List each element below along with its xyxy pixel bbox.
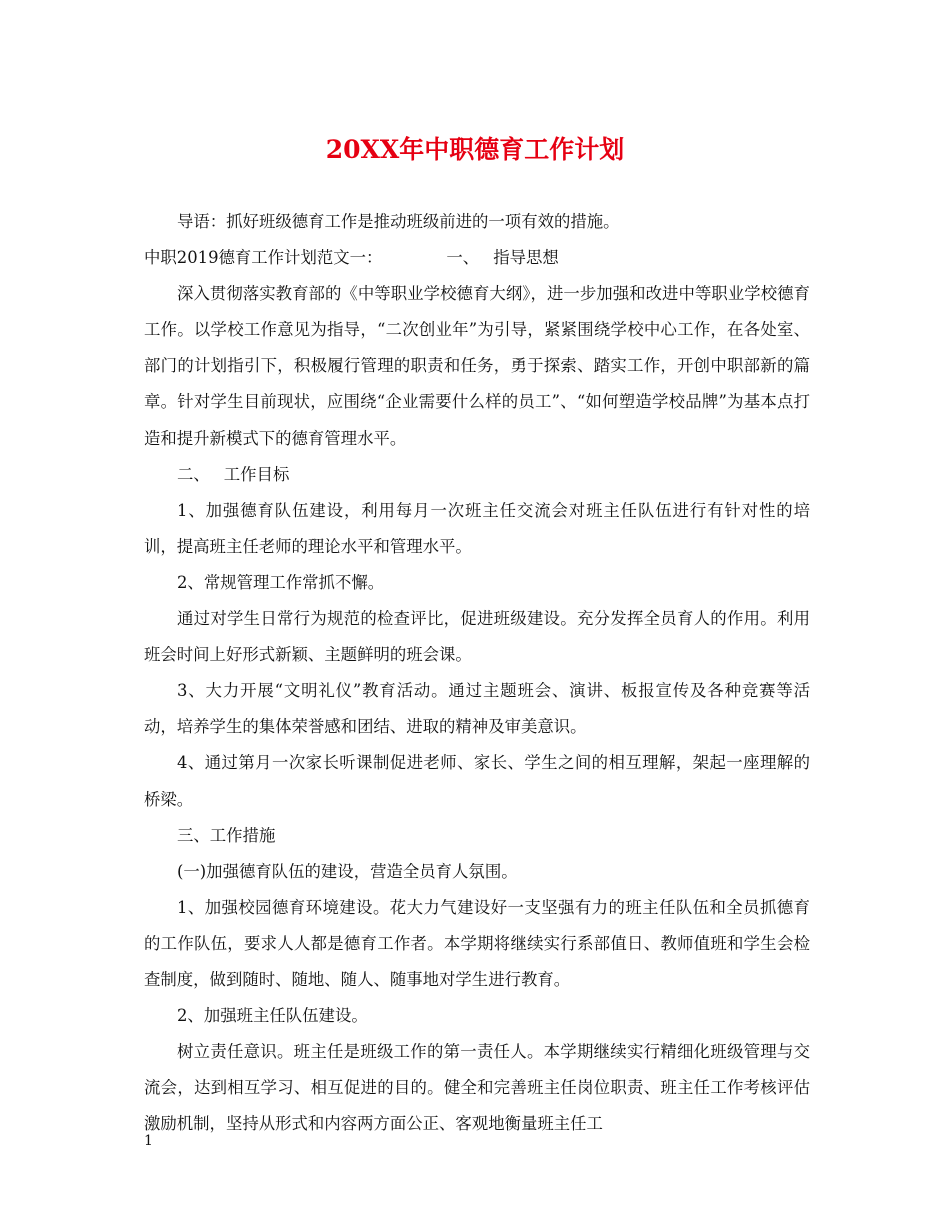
document-title: 20XX年中职德育工作计划 xyxy=(325,135,625,164)
document-body xyxy=(144,204,810,1142)
sample-label: 中职2019德育工作计划范文一： xyxy=(144,248,383,268)
section-1-number: 一、 xyxy=(446,248,480,268)
goal-2-detail-paragraph: 通过对学生日常行为规范的检查评比，促进班级建设。充分发挥全员育人的作用。利用班会时间上好形式新颖、主题鲜明的班会课。 xyxy=(144,609,810,665)
measure-2-detail-paragraph: 树立责任意识。班主任是班级工作的第一责任人。本学期继续实行精细化班级管理与交流会，达到相互学习、相互促进的目的。健全和完善班主任岗位职责、班主任工作考核评估激励机制，坚持从形式和内容两方面公正、客观地衡量班主任工 xyxy=(144,1042,810,1134)
lead-paragraph: 导语：抓好班级德育工作是推动班级前进的一项有效的措施。 xyxy=(177,212,620,231)
section-2-number: 二、 xyxy=(177,464,210,484)
guiding-thought-paragraph: 深入贯彻落实教育部的《中等职业学校德育大纲》，进一步加强和改进中等职业学校德育工作。以学校工作意见为指导，“二次创业年”为引导，紧紧围绕学校中心工作，在各处室、部门的计划指引下，积极履行管理的职责和任务，勇于探索、踏实工作，开创中职部新的篇章。针对学生目前现状，应围绕“企业需要什么样的员工”、“如何塑造学校品牌”为基本点打造和提升新模式下的德育管理水平。 xyxy=(144,284,810,448)
section-3-heading: 三、工作措施 xyxy=(177,825,276,845)
measure-1-paragraph: 1、加强校园德育环境建设。花大力气建设好一支坚强有力的班主任队伍和全员抓德育的工作队伍，要求人人都是德育工作者。本学期将继续实行系部值日、教师值班和学生会检查制度，做到随时、随地、随人、随事地对学生进行教育。 xyxy=(144,897,810,989)
goal-2-paragraph: 2、常规管理工作常抓不懈。 xyxy=(177,572,385,592)
goal-4-paragraph: 4、通过第月一次家长听课制促进老师、家长、学生之间的相互理解，架起一座理解的桥梁。 xyxy=(144,753,810,809)
sample-heading-line xyxy=(144,240,810,276)
section-2-title: 工作目标 xyxy=(223,464,290,484)
section-2-heading xyxy=(144,457,810,493)
measure-2-paragraph: 2、加强班主任队伍建设。 xyxy=(177,1006,368,1026)
measure-subheading: (一)加强德育队伍的建设，营造全员育人氛围。 xyxy=(177,861,518,881)
section-1-title: 指导思想 xyxy=(493,248,559,268)
page-number: 1 xyxy=(144,1133,153,1149)
goal-3-paragraph: 3、大力开展“文明礼仪”教育活动。通过主题班会、演讲、板报宣传及各种竞赛等活动，培养学生的集体荣誉感和团结、进取的精神及审美意识。 xyxy=(144,681,810,737)
goal-1-paragraph: 1、加强德育队伍建设，利用每月一次班主任交流会对班主任队伍进行有针对性的培训，提高班主任老师的理论水平和管理水平。 xyxy=(144,500,810,556)
